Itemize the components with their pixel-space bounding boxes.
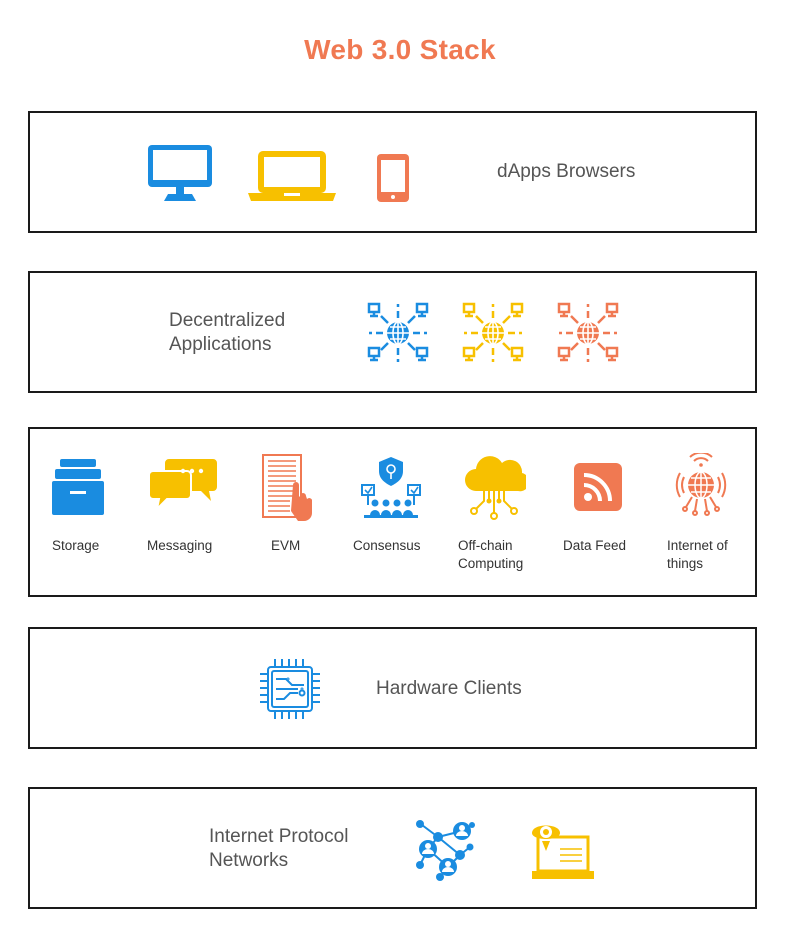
dapps-browsers-label: dApps Browsers <box>497 161 636 182</box>
layer-hardware-clients <box>28 627 757 749</box>
service-label-offchain-line1: Off-chain <box>458 538 513 553</box>
service-label-offchain-line2: Computing <box>458 556 524 571</box>
layer-dapps-browsers <box>28 111 757 233</box>
storage-drawer-icon <box>50 457 106 517</box>
cloud-circuit-icon <box>462 455 526 521</box>
layer-internet-protocol-networks <box>28 787 757 909</box>
hand-document-icon <box>260 453 312 523</box>
service-label-iot-line1: Internet of <box>667 538 728 553</box>
service-label-data-feed: Data Feed <box>563 538 627 553</box>
laptop-icon <box>246 149 338 203</box>
layer-services <box>28 427 757 597</box>
rss-feed-icon <box>573 462 623 512</box>
dapps-label-line2: Applications <box>169 334 272 355</box>
shield-voting-icon <box>360 455 422 519</box>
network-label-line2: Networks <box>209 850 289 871</box>
people-network-icon <box>412 817 478 883</box>
smartphone-icon <box>376 153 410 203</box>
network-globe-icon <box>556 301 620 365</box>
desktop-monitor-icon <box>146 143 214 203</box>
hardware-clients-label: Hardware Clients <box>376 678 522 699</box>
service-label-storage: Storage <box>52 538 100 553</box>
chat-bubbles-icon <box>147 457 219 513</box>
service-label-consensus: Consensus <box>353 538 421 553</box>
surveillance-laptop-icon <box>530 819 594 881</box>
layer-decentralized-applications <box>28 271 757 393</box>
network-globe-icon <box>366 301 430 365</box>
service-label-messaging: Messaging <box>147 538 213 553</box>
service-label-iot-line2: things <box>667 556 704 571</box>
page-title: Web 3.0 Stack <box>304 34 496 65</box>
iot-globe-icon <box>670 453 732 517</box>
network-globe-icon <box>461 301 525 365</box>
dapps-label-line1: Decentralized <box>169 310 286 331</box>
network-label-line1: Internet Protocol <box>209 826 349 847</box>
microchip-icon <box>258 657 322 721</box>
service-label-evm: EVM <box>271 538 301 553</box>
